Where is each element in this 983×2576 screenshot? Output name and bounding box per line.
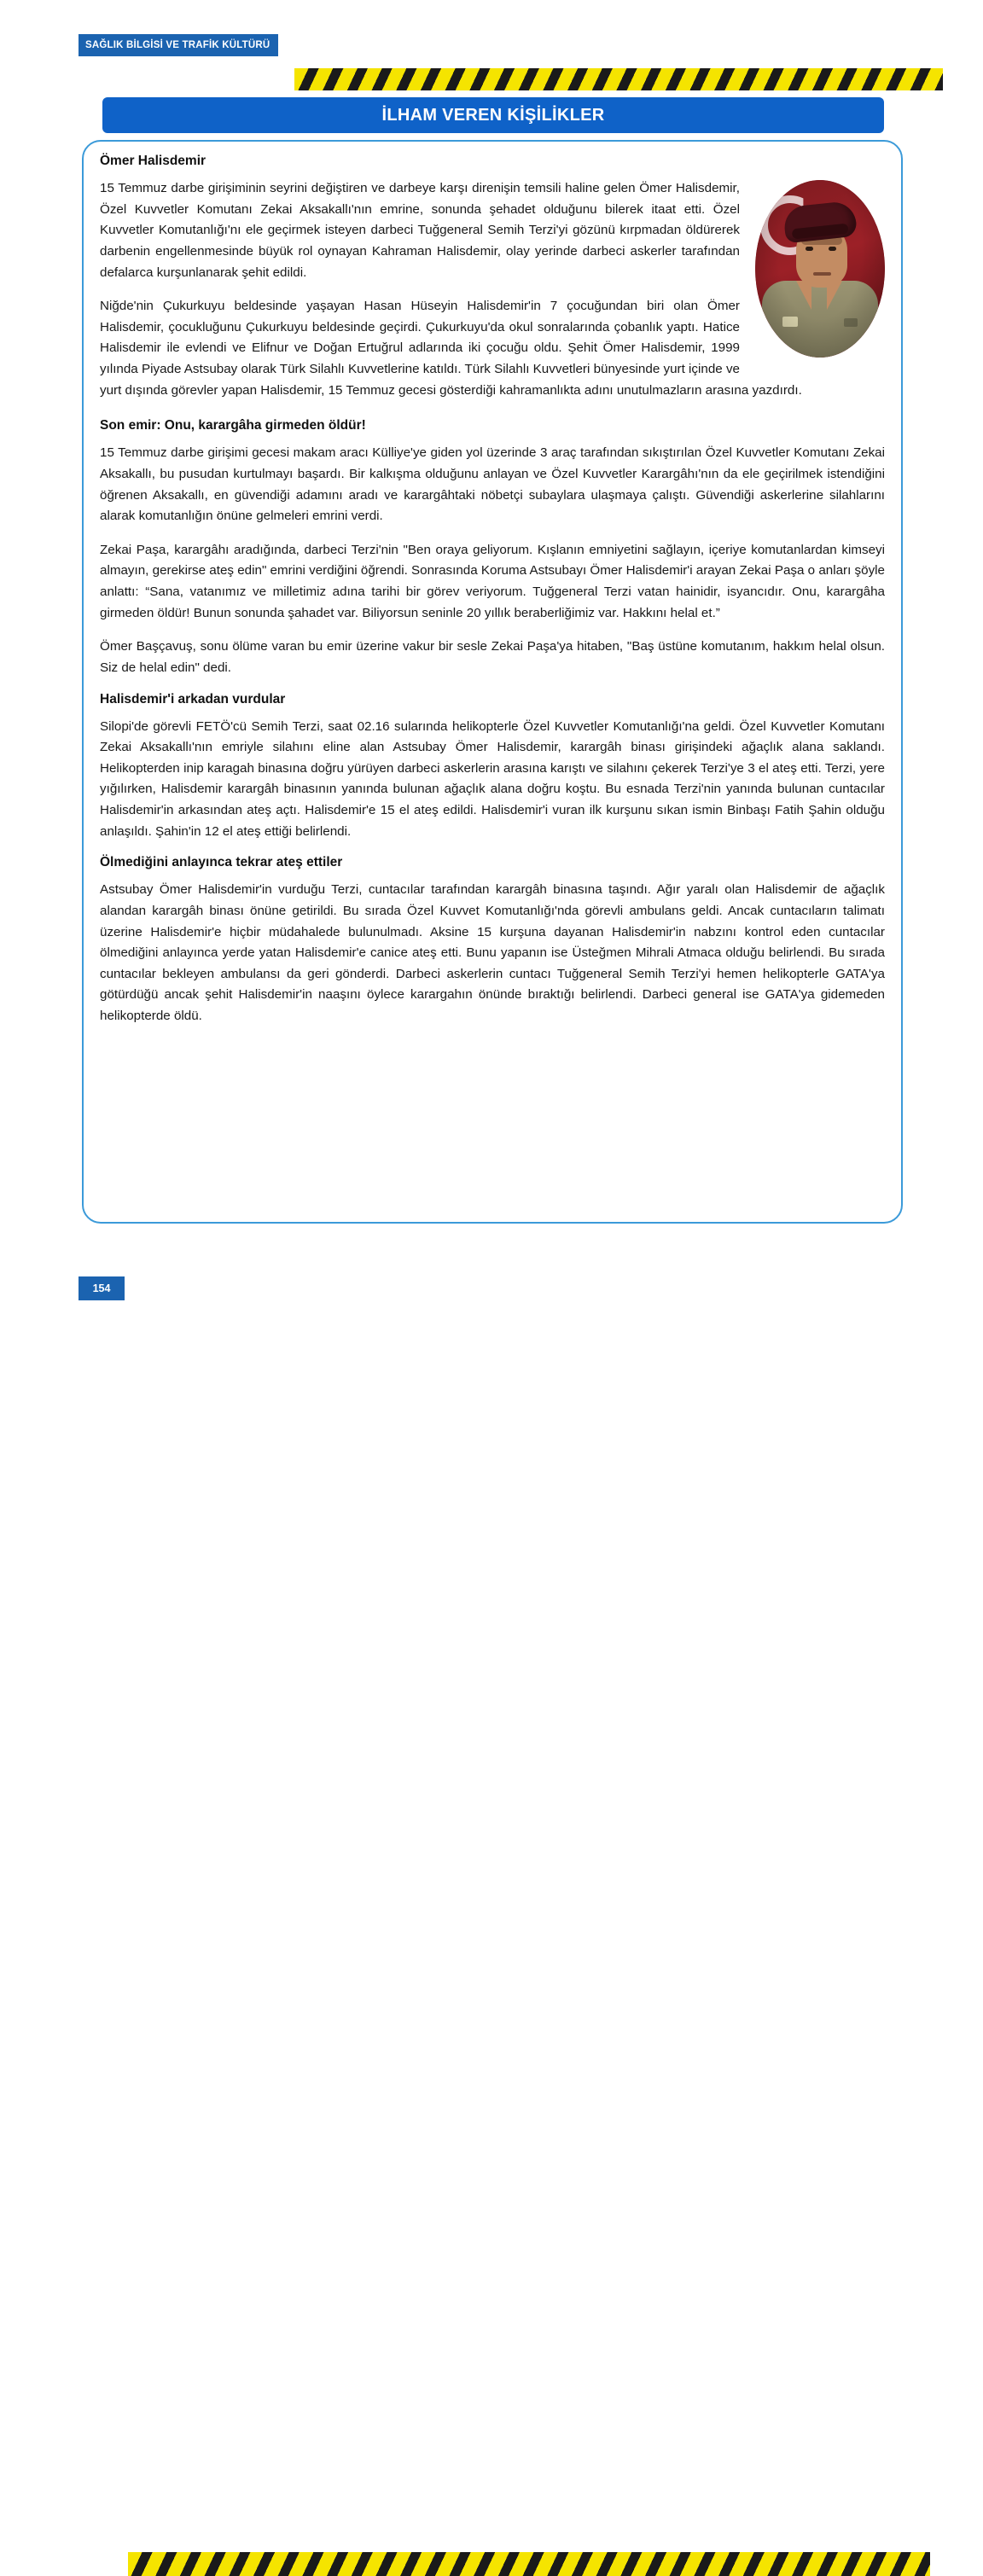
paragraph-3: 15 Temmuz darbe girişimi gecesi makam aracı Külliye'ye giden yol üzerinde 3 araç tarafından sıkıştırılan Özel Kuvvetler Komutanı Zekai Aksakallı, bu pusudan kurtulmayı başardı. Bir kalkışma olduğunu anlayan ve Özel Kuvvetler Karargâhı'nın da ele geçirilmek istendiğini öğrenen Aksakallı, en güvendiği adamını aradı ve karargâhtaki nöbetçi subaylara ulaşmaya çalıştı. Güvendiği askerlerine silahlarını alarak komutanlığın önüne gelmeleri emrini verdi.	[100, 445, 885, 524]
article-heading: Ömer Halisdemir	[100, 154, 206, 168]
portrait-frame	[755, 180, 885, 358]
article-body	[100, 154, 885, 1040]
page-footer	[0, 1276, 983, 1301]
page-number: 154	[79, 1276, 125, 1300]
section-title-banner: İLHAM VEREN KİŞİLİKLER	[102, 97, 884, 133]
chapter-label: SAĞLIK BİLGİSİ VE TRAFİK KÜLTÜRÜ	[79, 34, 278, 56]
subheading-1: Son emir: Onu, karargâha girmeden öldür!	[100, 418, 366, 433]
subheading-3: Ölmediğini anlayınca tekrar ateş ettiler	[100, 855, 343, 870]
hazard-stripe-top	[294, 68, 943, 90]
portrait-image	[755, 180, 885, 358]
subheading-2: Halisdemir'i arkadan vurdular	[100, 691, 286, 707]
paragraph-1: 15 Temmuz darbe girişiminin seyrini değiştiren ve darbeye karşı direnişin temsili haline gelen Ömer Halisdemir, Özel Kuvvetler Komutanı Zekai Aksakallı'nın emrine, sonunda şehadet olduğunu bilerek itaat etti. Özel Kuvvetler Komutanlığı'nı ele geçirmek isteyen darbeci Tuğgeneral Semih Terzi'yi gözünü kırpmadan öldürerek darbenin engellenmesinde büyük rol oynayan Kahraman Halisdemir, olay yerinde darbeci askerler tarafından defalarca kurşunlanarak şehit edildi.	[100, 181, 740, 280]
paragraph-6: Silopi'de görevli FETÖ'cü Semih Terzi, saat 02.16 sularında helikopterle Özel Kuvvetler Komutanlığı'na geldi. Özel Kuvvetler Komutanı Zekai Aksakallı'nın emriyle silahını eline alan Astsubay Ömer Halisdemir, karargâh binası girişindeki ağaçlık alana saklandı. Helikopterden inip karagah binasına doğru yürüyen darbeci askerlerin arasına karıştı ve silahını çekerek Terzi'ye 3 el ateş etti. Terzi, yere yığılırken, Halisdemir karargâh binasının yanında bulunan ağaçlık alana doğru koştu. Bu esnada Terzi'nin yanında bulunan cuntacılar Halisdemir'in arkasından ateş açtı. Halisdemir'e 15 el ateş edildi. Halisdemir'i vuran ilk kurşunu sıkan ismin Binbaşı Fatih Şahin olduğu anlaşıldı. Şahin'in 12 el ateş ettiği belirlendi.	[100, 718, 885, 839]
paragraph-5: Ömer Başçavuş, sonu ölüme varan bu emir üzerine vakur bir sesle Zekai Paşa'ya hitaben, "Baş üstüne komutanım, hakkım helal olsun. Siz de helal edin" dedi.	[100, 639, 885, 675]
paragraph-2: Niğde'nin Çukurkuyu beldesinde yaşayan Hasan Hüseyin Halisdemir'in 7 çocuğundan biri olan Ömer Halisdemir, çocukluğunu Çukurkuyu beldesinde geçirdi. Çukurkuyu'da okul sonralarında çobanlık yaptı. Hatice Halisdemir ile evlendi ve Elifnur ve Doğan Ertuğrul adlarında iki çocuğu oldu. Şehit Ömer Halisdemir, 1999 yılında Piyade Astsubay olarak Türk Silahlı Kuvvetlerine katıldı. Türk Silahlı Kuvvetleri bünyesinde yurt içinde ve yurt dışında görevler yapan Halisdemir, 15 Temmuz gecesi gösterdiği kahramanlıkta adını unutulmazların arasına yazdırdı.	[100, 299, 802, 398]
paragraph-4: Zekai Paşa, karargâhı aradığında, darbeci Terzi'nin "Ben oraya geliyorum. Kışlanın emniyetini sağlayın, içeriye komutanlardan kimseyi almayın, gerekirse ateş edin" emrini verdiğini öğrendi. Sonrasında Koruma Astsubayı Ömer Halisdemir'i arayan Zekai Paşa o anları şöyle anlattı: “Sana, vatanımız ve milletimiz adına tarihi bir görev veriyorum. Tuğgeneral Terzi vatan hainidir, isyancıdır. Onu, karargâha girmeden öldür! Bunun sonunda şahadet var. Biliyorsun seninle 20 yıllık beraberliğimiz var. Hakkını helal et.”	[100, 542, 885, 620]
hazard-stripe-bottom	[128, 2552, 930, 2576]
portrait-vignette	[755, 180, 885, 358]
paragraph-7: Astsubay Ömer Halisdemir'in vurduğu Terzi, cuntacılar tarafından karargâh binasına taşındı. Ağır yaralı olan Halisdemir de ağaçlık alandan karargâh binası önüne getirildi. Bu sırada Özel Kuvvet Komutanlığı'nda görevli ambulans geldi. Ancak cuntacıların talimatı üzerine Halisdemir'e hiçbir müdahalede bulunulmadı. Aksine 15 kurşuna dayanan Halisdemir'in nabzını kontrol eden cuntacılar ölmediğini anlayınca yerde yatan Halisdemir'e canice ateş etti. Bunu yapanın ise Üsteğmen Mihrali Atmaca olduğu belirlendi. Bu sırada cuntacılar bekleyen ambulansı da geri gönderdi. Darbeci askerlerin cuntacı Tuğgeneral Semih Terzi'yi hemen helikopterle GATA'ya götürdüğü ancak şehit Halisdemir'in naaşını öylece karargahın önünde bıraktığı belirlendi. Darbeci general ise GATA'ya gidemeden helikopterde öldü.	[100, 882, 885, 1023]
